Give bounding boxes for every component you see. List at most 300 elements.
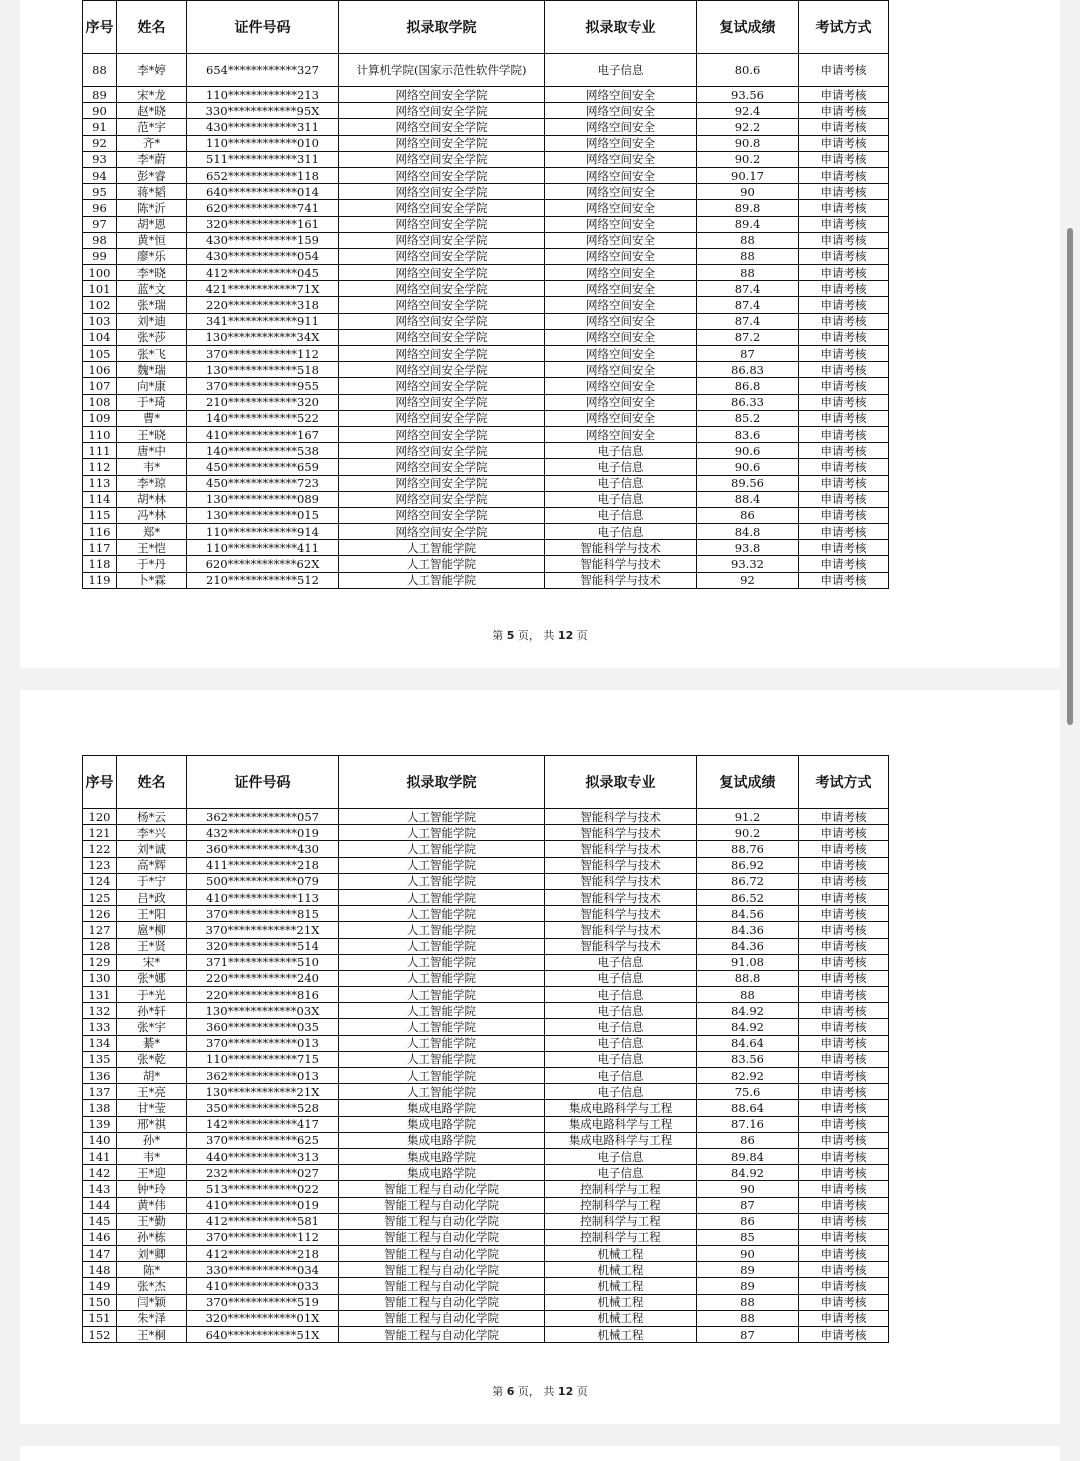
- header-score: 复试成绩: [697, 756, 799, 809]
- college-cell: 网络空间安全学院: [339, 119, 545, 135]
- id-cell: 440************313: [187, 1148, 339, 1164]
- id-cell: 450************723: [187, 475, 339, 491]
- seq-cell: 89: [83, 87, 117, 103]
- name-cell: 郑*: [117, 524, 187, 540]
- seq-cell: 137: [83, 1084, 117, 1100]
- seq-cell: 125: [83, 889, 117, 905]
- college-cell: 人工智能学院: [339, 954, 545, 970]
- name-cell: 张*杰: [117, 1278, 187, 1294]
- score-cell: 88: [697, 232, 799, 248]
- id-cell: 130************03X: [187, 1003, 339, 1019]
- score-cell: 88.76: [697, 841, 799, 857]
- seq-cell: 117: [83, 540, 117, 556]
- college-cell: 人工智能学院: [339, 889, 545, 905]
- header-exam-mode: 考试方式: [799, 1, 889, 54]
- table-row: [83, 938, 889, 954]
- score-cell: 92: [697, 572, 799, 588]
- seq-cell: 141: [83, 1148, 117, 1164]
- major-cell: 电子信息: [545, 507, 697, 523]
- table-row: [83, 200, 889, 216]
- id-cell: 640************014: [187, 184, 339, 200]
- name-cell: 刘*卿: [117, 1246, 187, 1262]
- major-cell: 智能科学与技术: [545, 540, 697, 556]
- table-row: [83, 184, 889, 200]
- college-cell: 人工智能学院: [339, 1068, 545, 1084]
- college-cell: 网络空间安全学院: [339, 507, 545, 523]
- name-cell: 陈*沂: [117, 200, 187, 216]
- id-cell: 350************528: [187, 1100, 339, 1116]
- exam-mode-cell: 申请考核: [799, 1229, 889, 1245]
- id-cell: 430************054: [187, 248, 339, 264]
- table-row: [83, 378, 889, 394]
- name-cell: 王*晓: [117, 426, 187, 442]
- id-cell: 620************62X: [187, 556, 339, 572]
- score-cell: 88.4: [697, 491, 799, 507]
- table-row: [83, 151, 889, 167]
- major-cell: 电子信息: [545, 1003, 697, 1019]
- score-cell: 83.6: [697, 426, 799, 442]
- table-row: [83, 1084, 889, 1100]
- id-cell: 220************240: [187, 970, 339, 986]
- exam-mode-cell: 申请考核: [799, 103, 889, 119]
- score-cell: 87: [697, 346, 799, 362]
- seq-cell: 90: [83, 103, 117, 119]
- document-page-6: [20, 690, 1060, 1424]
- name-cell: 蓝*文: [117, 281, 187, 297]
- id-cell: 370************013: [187, 1035, 339, 1051]
- table-row: [83, 313, 889, 329]
- id-cell: 421************71X: [187, 281, 339, 297]
- college-cell: 网络空间安全学院: [339, 216, 545, 232]
- table-row: [83, 1310, 889, 1326]
- seq-cell: 113: [83, 475, 117, 491]
- exam-mode-cell: 申请考核: [799, 232, 889, 248]
- college-cell: 人工智能学院: [339, 1084, 545, 1100]
- score-cell: 88: [697, 265, 799, 281]
- college-cell: 网络空间安全学院: [339, 297, 545, 313]
- seq-cell: 146: [83, 1229, 117, 1245]
- id-cell: 410************167: [187, 426, 339, 442]
- name-cell: 韦*: [117, 459, 187, 475]
- id-cell: 370************112: [187, 346, 339, 362]
- score-cell: 88.8: [697, 970, 799, 986]
- college-cell: 人工智能学院: [339, 1019, 545, 1035]
- seq-cell: 102: [83, 297, 117, 313]
- seq-cell: 128: [83, 938, 117, 954]
- exam-mode-cell: 申请考核: [799, 987, 889, 1003]
- exam-mode-cell: 申请考核: [799, 248, 889, 264]
- exam-mode-cell: 申请考核: [799, 54, 889, 87]
- score-cell: 86.83: [697, 362, 799, 378]
- score-cell: 89: [697, 1278, 799, 1294]
- seq-cell: 150: [83, 1294, 117, 1310]
- name-cell: 于*琦: [117, 394, 187, 410]
- college-cell: 网络空间安全学院: [339, 443, 545, 459]
- scrollbar[interactable]: [1066, 0, 1080, 1461]
- exam-mode-cell: 申请考核: [799, 1068, 889, 1084]
- id-cell: 320************514: [187, 938, 339, 954]
- major-cell: 机械工程: [545, 1294, 697, 1310]
- name-cell: 赵*晓: [117, 103, 187, 119]
- major-cell: 电子信息: [545, 1148, 697, 1164]
- major-cell: 机械工程: [545, 1278, 697, 1294]
- seq-cell: 143: [83, 1181, 117, 1197]
- major-cell: 控制科学与工程: [545, 1213, 697, 1229]
- college-cell: 网络空间安全学院: [339, 378, 545, 394]
- name-cell: 于*宁: [117, 873, 187, 889]
- major-cell: 电子信息: [545, 54, 697, 87]
- major-cell: 智能科学与技术: [545, 556, 697, 572]
- score-cell: 92.4: [697, 103, 799, 119]
- score-cell: 90: [697, 1181, 799, 1197]
- major-cell: 电子信息: [545, 970, 697, 986]
- score-cell: 90.2: [697, 151, 799, 167]
- table-row: [83, 524, 889, 540]
- id-cell: 411************218: [187, 857, 339, 873]
- college-cell: 智能工程与自动化学院: [339, 1246, 545, 1262]
- table-row: [83, 1132, 889, 1148]
- college-cell: 集成电路学院: [339, 1100, 545, 1116]
- major-cell: 网络空间安全: [545, 362, 697, 378]
- seq-cell: 111: [83, 443, 117, 459]
- id-cell: 640************51X: [187, 1327, 339, 1343]
- name-cell: 杨*云: [117, 809, 187, 825]
- table-row: [83, 873, 889, 889]
- name-cell: 陈*: [117, 1262, 187, 1278]
- major-cell: 网络空间安全: [545, 410, 697, 426]
- major-cell: 智能科学与技术: [545, 841, 697, 857]
- seq-cell: 88: [83, 54, 117, 87]
- seq-cell: 121: [83, 825, 117, 841]
- exam-mode-cell: 申请考核: [799, 87, 889, 103]
- seq-cell: 119: [83, 572, 117, 588]
- seq-cell: 106: [83, 362, 117, 378]
- score-cell: 90.6: [697, 443, 799, 459]
- exam-mode-cell: 申请考核: [799, 889, 889, 905]
- major-cell: 电子信息: [545, 954, 697, 970]
- exam-mode-cell: 申请考核: [799, 346, 889, 362]
- major-cell: 智能科学与技术: [545, 572, 697, 588]
- name-cell: 王*亮: [117, 1084, 187, 1100]
- exam-mode-cell: 申请考核: [799, 216, 889, 232]
- major-cell: 智能科学与技术: [545, 906, 697, 922]
- seq-cell: 126: [83, 906, 117, 922]
- exam-mode-cell: 申请考核: [799, 1165, 889, 1181]
- college-cell: 人工智能学院: [339, 572, 545, 588]
- major-cell: 网络空间安全: [545, 248, 697, 264]
- score-cell: 89.56: [697, 475, 799, 491]
- seq-cell: 93: [83, 151, 117, 167]
- seq-cell: 149: [83, 1278, 117, 1294]
- seq-cell: 134: [83, 1035, 117, 1051]
- exam-mode-cell: 申请考核: [799, 873, 889, 889]
- id-cell: 210************320: [187, 394, 339, 410]
- table-row: [83, 1262, 889, 1278]
- seq-cell: 139: [83, 1116, 117, 1132]
- major-cell: 网络空间安全: [545, 346, 697, 362]
- major-cell: 网络空间安全: [545, 378, 697, 394]
- college-cell: 网络空间安全学院: [339, 346, 545, 362]
- major-cell: 机械工程: [545, 1262, 697, 1278]
- major-cell: 网络空间安全: [545, 151, 697, 167]
- exam-mode-cell: 申请考核: [799, 954, 889, 970]
- major-cell: 网络空间安全: [545, 313, 697, 329]
- id-cell: 110************914: [187, 524, 339, 540]
- id-cell: 370************519: [187, 1294, 339, 1310]
- name-cell: 綦*: [117, 1035, 187, 1051]
- table-row: [83, 248, 889, 264]
- table-row: [83, 1165, 889, 1181]
- table-row: [83, 954, 889, 970]
- major-cell: 网络空间安全: [545, 265, 697, 281]
- college-cell: 人工智能学院: [339, 922, 545, 938]
- id-cell: 450************659: [187, 459, 339, 475]
- table-row: [83, 216, 889, 232]
- table-row: [83, 507, 889, 523]
- seq-cell: 147: [83, 1246, 117, 1262]
- major-cell: 网络空间安全: [545, 200, 697, 216]
- major-cell: 电子信息: [545, 1051, 697, 1067]
- name-cell: 李*琼: [117, 475, 187, 491]
- exam-mode-cell: 申请考核: [799, 970, 889, 986]
- exam-mode-cell: 申请考核: [799, 329, 889, 345]
- id-cell: 370************815: [187, 906, 339, 922]
- table-row: [83, 987, 889, 1003]
- exam-mode-cell: 申请考核: [799, 1035, 889, 1051]
- seq-cell: 135: [83, 1051, 117, 1067]
- seq-cell: 120: [83, 809, 117, 825]
- college-cell: 人工智能学院: [339, 540, 545, 556]
- major-cell: 电子信息: [545, 443, 697, 459]
- score-cell: 84.36: [697, 922, 799, 938]
- admission-table: [82, 0, 889, 589]
- college-cell: 人工智能学院: [339, 1035, 545, 1051]
- exam-mode-cell: 申请考核: [799, 1084, 889, 1100]
- exam-mode-cell: 申请考核: [799, 524, 889, 540]
- id-cell: 360************035: [187, 1019, 339, 1035]
- id-cell: 652************118: [187, 167, 339, 183]
- major-cell: 电子信息: [545, 987, 697, 1003]
- college-cell: 网络空间安全学院: [339, 475, 545, 491]
- score-cell: 85: [697, 1229, 799, 1245]
- score-cell: 93.8: [697, 540, 799, 556]
- name-cell: 孙*: [117, 1132, 187, 1148]
- id-cell: 370************625: [187, 1132, 339, 1148]
- seq-cell: 130: [83, 970, 117, 986]
- major-cell: 智能科学与技术: [545, 922, 697, 938]
- id-cell: 430************159: [187, 232, 339, 248]
- exam-mode-cell: 申请考核: [799, 809, 889, 825]
- table-row: [83, 475, 889, 491]
- seq-cell: 98: [83, 232, 117, 248]
- table-row: [83, 491, 889, 507]
- id-cell: 110************213: [187, 87, 339, 103]
- college-cell: 网络空间安全学院: [339, 281, 545, 297]
- name-cell: 李*婷: [117, 54, 187, 87]
- major-cell: 集成电路科学与工程: [545, 1100, 697, 1116]
- table-row: [83, 443, 889, 459]
- name-cell: 魏*瑞: [117, 362, 187, 378]
- score-cell: 86.52: [697, 889, 799, 905]
- college-cell: 集成电路学院: [339, 1132, 545, 1148]
- score-cell: 85.2: [697, 410, 799, 426]
- exam-mode-cell: 申请考核: [799, 1327, 889, 1343]
- exam-mode-cell: 申请考核: [799, 394, 889, 410]
- score-cell: 83.56: [697, 1051, 799, 1067]
- table-row: [83, 1294, 889, 1310]
- major-cell: 网络空间安全: [545, 281, 697, 297]
- college-cell: 网络空间安全学院: [339, 491, 545, 507]
- table-row: [83, 459, 889, 475]
- id-cell: 130************21X: [187, 1084, 339, 1100]
- name-cell: 宋*: [117, 954, 187, 970]
- score-cell: 84.36: [697, 938, 799, 954]
- id-cell: 110************715: [187, 1051, 339, 1067]
- score-cell: 86: [697, 1132, 799, 1148]
- seq-cell: 118: [83, 556, 117, 572]
- college-cell: 人工智能学院: [339, 987, 545, 1003]
- score-cell: 89.84: [697, 1148, 799, 1164]
- exam-mode-cell: 申请考核: [799, 281, 889, 297]
- college-cell: 人工智能学院: [339, 970, 545, 986]
- name-cell: 王*勤: [117, 1213, 187, 1229]
- major-cell: 网络空间安全: [545, 394, 697, 410]
- exam-mode-cell: 申请考核: [799, 119, 889, 135]
- seq-cell: 91: [83, 119, 117, 135]
- table-row: [83, 540, 889, 556]
- id-cell: 370************955: [187, 378, 339, 394]
- exam-mode-cell: 申请考核: [799, 1003, 889, 1019]
- score-cell: 93.56: [697, 87, 799, 103]
- college-cell: 网络空间安全学院: [339, 167, 545, 183]
- seq-cell: 99: [83, 248, 117, 264]
- seq-cell: 122: [83, 841, 117, 857]
- college-cell: 网络空间安全学院: [339, 184, 545, 200]
- document-page-5: [20, 0, 1060, 668]
- major-cell: 网络空间安全: [545, 135, 697, 151]
- exam-mode-cell: 申请考核: [799, 313, 889, 329]
- exam-mode-cell: 申请考核: [799, 1278, 889, 1294]
- header-major: 拟录取专业: [545, 756, 697, 809]
- score-cell: 84.64: [697, 1035, 799, 1051]
- table-row: [83, 889, 889, 905]
- table-row: [83, 1051, 889, 1067]
- college-cell: 人工智能学院: [339, 938, 545, 954]
- score-cell: 90: [697, 1246, 799, 1262]
- table-row: [83, 1213, 889, 1229]
- table-row: [83, 362, 889, 378]
- id-cell: 220************318: [187, 297, 339, 313]
- exam-mode-cell: 申请考核: [799, 1246, 889, 1262]
- header-id: 证件号码: [187, 1, 339, 54]
- seq-cell: 138: [83, 1100, 117, 1116]
- seq-cell: 140: [83, 1132, 117, 1148]
- score-cell: 88: [697, 248, 799, 264]
- score-cell: 87.16: [697, 1116, 799, 1132]
- table-row: [83, 1246, 889, 1262]
- major-cell: 机械工程: [545, 1310, 697, 1326]
- score-cell: 87: [697, 1327, 799, 1343]
- table-row: [83, 825, 889, 841]
- exam-mode-cell: 申请考核: [799, 184, 889, 200]
- header-name: 姓名: [117, 756, 187, 809]
- score-cell: 86: [697, 1213, 799, 1229]
- college-cell: 网络空间安全学院: [339, 313, 545, 329]
- table-row: [83, 841, 889, 857]
- exam-mode-cell: 申请考核: [799, 556, 889, 572]
- college-cell: 人工智能学院: [339, 1051, 545, 1067]
- major-cell: 机械工程: [545, 1327, 697, 1343]
- table-row: [83, 1278, 889, 1294]
- table-row: [83, 1003, 889, 1019]
- exam-mode-cell: 申请考核: [799, 1051, 889, 1067]
- id-cell: 360************430: [187, 841, 339, 857]
- college-cell: 网络空间安全学院: [339, 135, 545, 151]
- id-cell: 410************033: [187, 1278, 339, 1294]
- college-cell: 智能工程与自动化学院: [339, 1278, 545, 1294]
- exam-mode-cell: 申请考核: [799, 443, 889, 459]
- college-cell: 网络空间安全学院: [339, 232, 545, 248]
- seq-cell: 123: [83, 857, 117, 873]
- score-cell: 89.4: [697, 216, 799, 232]
- exam-mode-cell: 申请考核: [799, 1213, 889, 1229]
- id-cell: 210************512: [187, 572, 339, 588]
- id-cell: 330************034: [187, 1262, 339, 1278]
- table-row: [83, 135, 889, 151]
- exam-mode-cell: 申请考核: [799, 151, 889, 167]
- major-cell: 智能科学与技术: [545, 938, 697, 954]
- id-cell: 130************34X: [187, 329, 339, 345]
- score-cell: 88: [697, 1294, 799, 1310]
- college-cell: 计算机学院(国家示范性软件学院): [339, 54, 545, 87]
- exam-mode-cell: 申请考核: [799, 1116, 889, 1132]
- exam-mode-cell: 申请考核: [799, 459, 889, 475]
- header-college: 拟录取学院: [339, 1, 545, 54]
- header-id: 证件号码: [187, 756, 339, 809]
- name-cell: 孙*栋: [117, 1229, 187, 1245]
- college-cell: 人工智能学院: [339, 825, 545, 841]
- table-row: [83, 232, 889, 248]
- name-cell: 王*阳: [117, 906, 187, 922]
- seq-cell: 115: [83, 507, 117, 523]
- id-cell: 140************538: [187, 443, 339, 459]
- document-page-7-partial: [20, 1446, 1060, 1461]
- exam-mode-cell: 申请考核: [799, 426, 889, 442]
- name-cell: 向*康: [117, 378, 187, 394]
- exam-mode-cell: 申请考核: [799, 362, 889, 378]
- name-cell: 吕*政: [117, 889, 187, 905]
- table-row: [83, 87, 889, 103]
- name-cell: 邢*祺: [117, 1116, 187, 1132]
- seq-cell: 101: [83, 281, 117, 297]
- seq-cell: 108: [83, 394, 117, 410]
- id-cell: 410************113: [187, 889, 339, 905]
- id-cell: 371************510: [187, 954, 339, 970]
- score-cell: 80.6: [697, 54, 799, 87]
- major-cell: 电子信息: [545, 491, 697, 507]
- seq-cell: 144: [83, 1197, 117, 1213]
- major-cell: 网络空间安全: [545, 119, 697, 135]
- name-cell: 范*宇: [117, 119, 187, 135]
- id-cell: 654************327: [187, 54, 339, 87]
- score-cell: 87.2: [697, 329, 799, 345]
- college-cell: 集成电路学院: [339, 1165, 545, 1181]
- college-cell: 网络空间安全学院: [339, 410, 545, 426]
- score-cell: 86.72: [697, 873, 799, 889]
- exam-mode-cell: 申请考核: [799, 1148, 889, 1164]
- header-college: 拟录取学院: [339, 756, 545, 809]
- scrollbar-thumb[interactable]: [1067, 228, 1073, 725]
